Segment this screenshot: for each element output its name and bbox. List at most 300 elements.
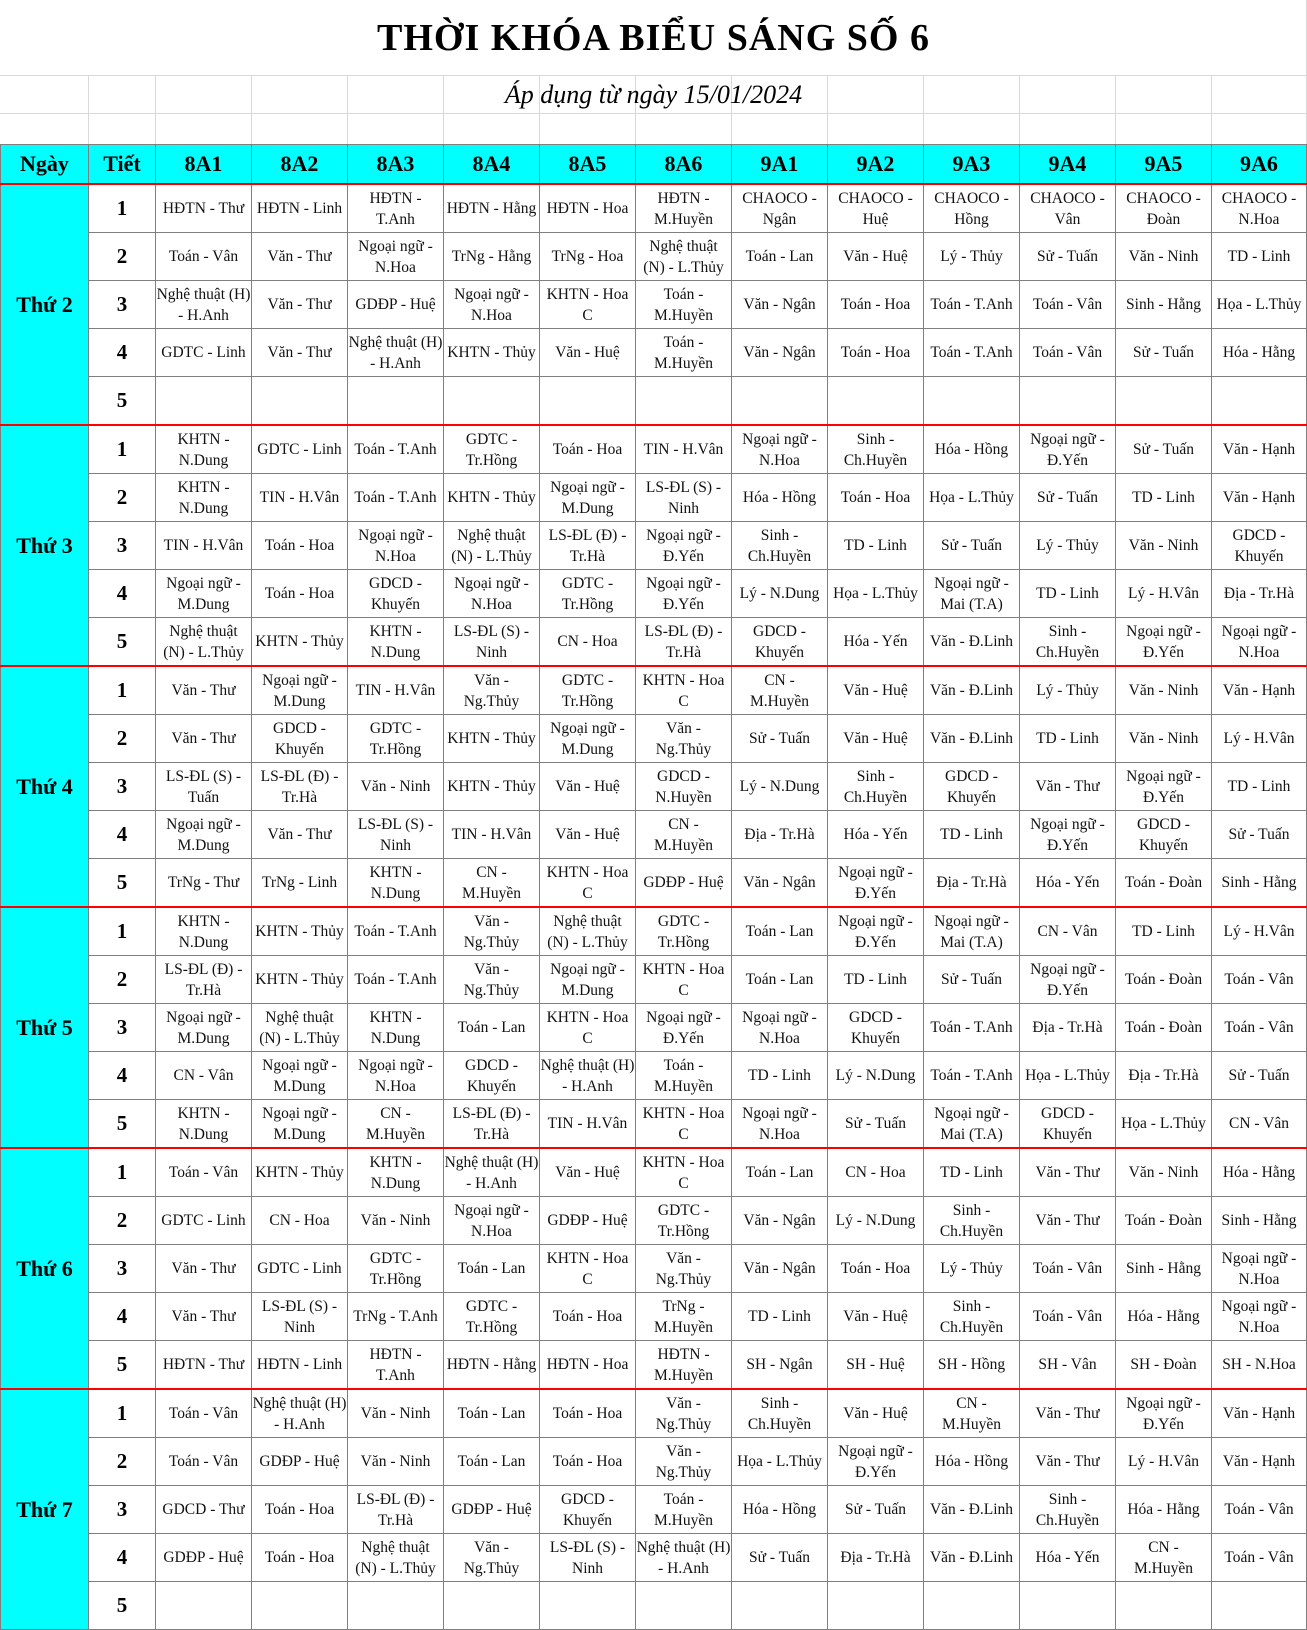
timetable-cell[interactable]: Ngoại ngữ - N.Hoa <box>732 1004 828 1052</box>
period-number[interactable]: 3 <box>89 281 156 329</box>
timetable-cell[interactable]: Toán - Lan <box>732 956 828 1004</box>
timetable-cell[interactable]: Toán - Đoàn <box>1116 1004 1212 1052</box>
timetable-cell[interactable]: KHTN - N.Dung <box>156 907 252 956</box>
timetable-cell[interactable]: Toán - T.Anh <box>348 907 444 956</box>
timetable-cell[interactable]: Văn - Đ.Linh <box>924 715 1020 763</box>
timetable-cell[interactable]: Ngoại ngữ - M.Dung <box>252 1052 348 1100</box>
timetable-cell[interactable] <box>1116 1582 1212 1630</box>
timetable-cell[interactable]: Sử - Tuấn <box>1212 1052 1307 1100</box>
timetable-cell[interactable]: Sử - Tuấn <box>828 1100 924 1149</box>
timetable-cell[interactable]: LS-ĐL (Đ) - Tr.Hà <box>156 956 252 1004</box>
timetable-cell[interactable]: Văn - Huệ <box>828 666 924 715</box>
timetable-cell[interactable]: HĐTN - Hoa <box>540 1341 636 1390</box>
timetable-cell[interactable]: Sinh - Hằng <box>1212 859 1307 908</box>
timetable-cell[interactable]: Văn - Đ.Linh <box>924 1534 1020 1582</box>
timetable-cell[interactable]: Toán - Vân <box>1020 281 1116 329</box>
timetable-cell[interactable]: GDCD - Khuyến <box>1020 1100 1116 1149</box>
timetable-cell[interactable]: Lý - Thủy <box>924 233 1020 281</box>
timetable-cell[interactable]: Toán - Lan <box>732 1148 828 1197</box>
timetable-cell[interactable]: Toán - Vân <box>156 1389 252 1438</box>
timetable-cell[interactable]: Lý - Thủy <box>924 1245 1020 1293</box>
timetable-cell[interactable]: Sử - Tuấn <box>1116 329 1212 377</box>
timetable-cell[interactable]: HĐTN - M.Huyền <box>636 184 732 233</box>
timetable-cell[interactable]: Nghệ thuật (H) - H.Anh <box>636 1534 732 1582</box>
timetable-cell[interactable]: Nghệ thuật (N) - L.Thủy <box>444 522 540 570</box>
timetable-cell[interactable]: GDTC - Linh <box>252 425 348 474</box>
timetable-cell[interactable]: Ngoại ngữ - Đ.Yến <box>828 907 924 956</box>
timetable-cell[interactable]: KHTN - Hoa C <box>540 1245 636 1293</box>
timetable-cell[interactable]: GDTC - Tr.Hồng <box>444 1293 540 1341</box>
timetable-cell[interactable]: Sử - Tuấn <box>924 522 1020 570</box>
timetable-cell[interactable]: Ngoại ngữ - M.Dung <box>156 1004 252 1052</box>
period-number[interactable]: 2 <box>89 474 156 522</box>
timetable-cell[interactable]: LS-ĐL (Đ) - Tr.Hà <box>636 618 732 667</box>
timetable-cell[interactable]: Toán - Đoàn <box>1116 859 1212 908</box>
timetable-cell[interactable]: Văn - Huệ <box>828 715 924 763</box>
day-label[interactable]: Thứ 5 <box>1 907 89 1148</box>
timetable-cell[interactable]: Văn - Hạnh <box>1212 666 1307 715</box>
timetable-cell[interactable]: KHTN - Hoa C <box>636 1148 732 1197</box>
timetable-cell[interactable]: Ngoại ngữ - Đ.Yến <box>1020 956 1116 1004</box>
day-label[interactable]: Thứ 7 <box>1 1389 89 1630</box>
timetable-cell[interactable]: Toán - Hoa <box>828 1245 924 1293</box>
timetable-cell[interactable]: Sử - Tuấn <box>1212 811 1307 859</box>
timetable-cell[interactable]: GDTC - Tr.Hồng <box>540 666 636 715</box>
timetable-cell[interactable]: TIN - H.Vân <box>540 1100 636 1149</box>
period-number[interactable]: 1 <box>89 1389 156 1438</box>
timetable-cell[interactable] <box>636 377 732 426</box>
timetable-cell[interactable]: SH - Hồng <box>924 1341 1020 1390</box>
timetable-cell[interactable]: Văn - Ng.Thủy <box>636 1245 732 1293</box>
timetable-cell[interactable]: Hóa - Yến <box>1020 859 1116 908</box>
timetable-cell[interactable]: Ngoại ngữ - N.Hoa <box>444 281 540 329</box>
timetable-cell[interactable]: KHTN - Hoa C <box>540 859 636 908</box>
timetable-cell[interactable]: Toán - Vân <box>156 1438 252 1486</box>
timetable-cell[interactable]: CN - Vân <box>1020 907 1116 956</box>
timetable-cell[interactable]: KHTN - N.Dung <box>156 1100 252 1149</box>
timetable-cell[interactable]: LS-ĐL (S) - Ninh <box>636 474 732 522</box>
period-number[interactable]: 1 <box>89 184 156 233</box>
timetable-cell[interactable]: TD - Linh <box>924 811 1020 859</box>
timetable-cell[interactable]: Sinh - Ch.Huyền <box>924 1197 1020 1245</box>
period-number[interactable]: 1 <box>89 1148 156 1197</box>
timetable-cell[interactable]: Toán - Đoàn <box>1116 956 1212 1004</box>
period-number[interactable]: 5 <box>89 618 156 667</box>
timetable-cell[interactable]: Văn - Thư <box>156 1245 252 1293</box>
timetable-cell[interactable]: KHTN - Hoa C <box>636 956 732 1004</box>
timetable-cell[interactable]: Ngoại ngữ - Đ.Yến <box>828 1438 924 1486</box>
timetable-cell[interactable]: Ngoại ngữ - M.Dung <box>252 1100 348 1149</box>
period-number[interactable]: 3 <box>89 1486 156 1534</box>
timetable-cell[interactable]: Nghệ thuật (H) - H.Anh <box>156 281 252 329</box>
timetable-cell[interactable]: Toán - Đoàn <box>1116 1197 1212 1245</box>
timetable-cell[interactable]: Sinh - Ch.Huyền <box>828 425 924 474</box>
timetable-cell[interactable]: KHTN - N.Dung <box>348 1148 444 1197</box>
timetable-cell[interactable]: CN - Hoa <box>252 1197 348 1245</box>
timetable-cell[interactable]: CN - M.Huyền <box>348 1100 444 1149</box>
timetable-cell[interactable]: Sử - Tuấn <box>1116 425 1212 474</box>
timetable-cell[interactable]: TIN - H.Vân <box>444 811 540 859</box>
timetable-cell[interactable]: Lý - Thủy <box>1020 522 1116 570</box>
timetable-cell[interactable]: Ngoại ngữ - Đ.Yến <box>636 570 732 618</box>
timetable-cell[interactable] <box>828 377 924 426</box>
timetable-cell[interactable]: TIN - H.Vân <box>252 474 348 522</box>
timetable-cell[interactable]: TIN - H.Vân <box>348 666 444 715</box>
timetable-cell[interactable]: KHTN - N.Dung <box>348 859 444 908</box>
timetable-cell[interactable]: Toán - M.Huyền <box>636 1486 732 1534</box>
timetable-cell[interactable]: LS-ĐL (Đ) - Tr.Hà <box>444 1100 540 1149</box>
period-number[interactable]: 2 <box>89 956 156 1004</box>
timetable-cell[interactable]: Toán - Vân <box>156 1148 252 1197</box>
timetable-cell[interactable]: Văn - Ng.Thủy <box>636 1389 732 1438</box>
timetable-cell[interactable]: Nghệ thuật (N) - L.Thủy <box>636 233 732 281</box>
timetable-cell[interactable]: GDTC - Tr.Hồng <box>540 570 636 618</box>
timetable-cell[interactable]: KHTN - Hoa C <box>540 1004 636 1052</box>
timetable-cell[interactable]: GDCD - N.Huyền <box>636 763 732 811</box>
timetable-cell[interactable]: SH - Đoàn <box>1116 1341 1212 1390</box>
timetable-cell[interactable]: Nghệ thuật (H) - H.Anh <box>444 1148 540 1197</box>
timetable-cell[interactable]: Hóa - Hồng <box>732 1486 828 1534</box>
timetable-cell[interactable]: LS-ĐL (S) - Ninh <box>540 1534 636 1582</box>
timetable-cell[interactable]: Họa - L.Thủy <box>924 474 1020 522</box>
timetable-cell[interactable]: TD - Linh <box>732 1293 828 1341</box>
timetable-cell[interactable]: KHTN - Hoa C <box>636 1100 732 1149</box>
period-number[interactable]: 3 <box>89 763 156 811</box>
timetable-cell[interactable]: Văn - Hạnh <box>1212 1389 1307 1438</box>
timetable-cell[interactable]: Địa - Tr.Hà <box>828 1534 924 1582</box>
timetable-cell[interactable]: TD - Linh <box>828 956 924 1004</box>
timetable-cell[interactable]: LS-ĐL (S) - Ninh <box>348 811 444 859</box>
timetable-cell[interactable]: HĐTN - Linh <box>252 1341 348 1390</box>
timetable-cell[interactable]: Lý - H.Vân <box>1212 907 1307 956</box>
timetable-cell[interactable]: HĐTN - Hằng <box>444 1341 540 1390</box>
timetable-cell[interactable]: Họa - L.Thủy <box>1116 1100 1212 1149</box>
timetable-cell[interactable]: Ngoại ngữ - M.Dung <box>540 474 636 522</box>
timetable-cell[interactable]: Văn - Ng.Thủy <box>444 666 540 715</box>
timetable-cell[interactable]: Hóa - Yến <box>828 811 924 859</box>
timetable-cell[interactable]: Toán - M.Huyền <box>636 281 732 329</box>
timetable-cell[interactable]: SH - Vân <box>1020 1341 1116 1390</box>
timetable-cell[interactable]: Sinh - Ch.Huyền <box>732 522 828 570</box>
period-number[interactable]: 4 <box>89 570 156 618</box>
timetable-cell[interactable]: CN - M.Huyền <box>636 811 732 859</box>
timetable-cell[interactable]: Toán - T.Anh <box>924 281 1020 329</box>
timetable-cell[interactable]: Văn - Ngân <box>732 329 828 377</box>
timetable-cell[interactable]: GDCD - Khuyến <box>732 618 828 667</box>
period-number[interactable]: 4 <box>89 1293 156 1341</box>
period-number[interactable]: 1 <box>89 425 156 474</box>
timetable-cell[interactable]: Văn - Ninh <box>348 1389 444 1438</box>
timetable-cell[interactable]: Ngoại ngữ - Đ.Yến <box>636 1004 732 1052</box>
timetable-cell[interactable]: Họa - L.Thủy <box>1212 281 1307 329</box>
timetable-cell[interactable]: Ngoại ngữ - Đ.Yến <box>636 522 732 570</box>
timetable-cell[interactable]: Địa - Tr.Hà <box>732 811 828 859</box>
timetable-cell[interactable]: Văn - Huệ <box>540 811 636 859</box>
period-number[interactable]: 4 <box>89 329 156 377</box>
timetable-cell[interactable]: Họa - L.Thủy <box>1020 1052 1116 1100</box>
timetable-cell[interactable]: TrNg - T.Anh <box>348 1293 444 1341</box>
period-number[interactable]: 3 <box>89 1245 156 1293</box>
timetable-cell[interactable]: TD - Linh <box>828 522 924 570</box>
timetable-cell[interactable]: Văn - Ngân <box>732 281 828 329</box>
timetable-cell[interactable] <box>828 1582 924 1630</box>
timetable-cell[interactable]: Văn - Ngân <box>732 859 828 908</box>
timetable-cell[interactable]: Nghệ thuật (H) - H.Anh <box>348 329 444 377</box>
timetable-cell[interactable]: Văn - Đ.Linh <box>924 1486 1020 1534</box>
timetable-cell[interactable]: Văn - Ninh <box>1116 715 1212 763</box>
timetable-cell[interactable]: GDTC - Tr.Hồng <box>636 907 732 956</box>
timetable-cell[interactable]: GDĐP - Huệ <box>156 1534 252 1582</box>
timetable-cell[interactable] <box>1020 1582 1116 1630</box>
timetable-cell[interactable]: Văn - Thư <box>252 281 348 329</box>
timetable-cell[interactable]: Toán - Hoa <box>540 1438 636 1486</box>
timetable-cell[interactable]: Ngoại ngữ - Đ.Yến <box>1020 425 1116 474</box>
timetable-cell[interactable]: TrNg - Thư <box>156 859 252 908</box>
timetable-cell[interactable]: KHTN - Hoa C <box>540 281 636 329</box>
timetable-cell[interactable]: GDCD - Khuyến <box>252 715 348 763</box>
timetable-cell[interactable]: Toán - Lan <box>444 1389 540 1438</box>
timetable-cell[interactable]: CHAOCO - Hồng <box>924 184 1020 233</box>
timetable-cell[interactable]: Địa - Tr.Hà <box>1212 570 1307 618</box>
timetable-cell[interactable]: Lý - H.Vân <box>1116 1438 1212 1486</box>
timetable-cell[interactable]: Ngoại ngữ - Mai (T.A) <box>924 1100 1020 1149</box>
timetable-cell[interactable]: Ngoại ngữ - M.Dung <box>156 811 252 859</box>
timetable-cell[interactable]: Ngoại ngữ - Đ.Yến <box>1116 618 1212 667</box>
timetable-cell[interactable] <box>1116 377 1212 426</box>
timetable-cell[interactable]: Văn - Thư <box>252 811 348 859</box>
timetable-cell[interactable]: Ngoại ngữ - N.Hoa <box>348 1052 444 1100</box>
timetable-cell[interactable]: TrNg - Hằng <box>444 233 540 281</box>
timetable-cell[interactable]: Toán - Lan <box>444 1004 540 1052</box>
timetable-cell[interactable]: Văn - Thư <box>156 1293 252 1341</box>
timetable-cell[interactable]: KHTN - N.Dung <box>156 474 252 522</box>
timetable-cell[interactable]: Văn - Ng.Thủy <box>636 715 732 763</box>
timetable-cell[interactable]: HĐTN - Thư <box>156 1341 252 1390</box>
period-number[interactable]: 2 <box>89 233 156 281</box>
timetable-cell[interactable]: Sử - Tuấn <box>924 956 1020 1004</box>
timetable-cell[interactable]: Văn - Thư <box>1020 1389 1116 1438</box>
timetable-cell[interactable]: GDTC - Linh <box>156 329 252 377</box>
period-number[interactable]: 5 <box>89 1582 156 1630</box>
timetable-cell[interactable]: Hóa - Hằng <box>1212 1148 1307 1197</box>
timetable-cell[interactable]: Nghệ thuật (N) - L.Thủy <box>252 1004 348 1052</box>
timetable-cell[interactable]: Lý - Thủy <box>1020 666 1116 715</box>
timetable-cell[interactable] <box>924 1582 1020 1630</box>
timetable-cell[interactable]: Sinh - Hằng <box>1116 1245 1212 1293</box>
period-number[interactable]: 2 <box>89 1197 156 1245</box>
timetable-cell[interactable]: TIN - H.Vân <box>636 425 732 474</box>
timetable-cell[interactable] <box>732 1582 828 1630</box>
timetable-cell[interactable]: CHAOCO - Ngân <box>732 184 828 233</box>
timetable-cell[interactable]: Toán - T.Anh <box>924 329 1020 377</box>
timetable-cell[interactable]: Toán - Vân <box>1020 329 1116 377</box>
timetable-cell[interactable] <box>732 377 828 426</box>
timetable-cell[interactable] <box>636 1582 732 1630</box>
timetable-cell[interactable]: Toán - Vân <box>1212 1534 1307 1582</box>
timetable-cell[interactable] <box>540 377 636 426</box>
timetable-cell[interactable]: Ngoại ngữ - N.Hoa <box>444 570 540 618</box>
timetable-cell[interactable]: Văn - Đ.Linh <box>924 618 1020 667</box>
timetable-cell[interactable]: GDĐP - Huệ <box>540 1197 636 1245</box>
timetable-cell[interactable]: Văn - Thư <box>1020 1148 1116 1197</box>
timetable-cell[interactable]: LS-ĐL (S) - Ninh <box>252 1293 348 1341</box>
timetable-cell[interactable]: Nghệ thuật (H) - H.Anh <box>540 1052 636 1100</box>
timetable-cell[interactable]: Ngoại ngữ - Đ.Yến <box>1020 811 1116 859</box>
timetable-cell[interactable]: Văn - Thư <box>252 329 348 377</box>
period-number[interactable]: 1 <box>89 666 156 715</box>
timetable-cell[interactable]: Toán - Lan <box>444 1438 540 1486</box>
timetable-cell[interactable]: Sinh - Ch.Huyền <box>924 1293 1020 1341</box>
timetable-cell[interactable]: Ngoại ngữ - N.Hoa <box>732 1100 828 1149</box>
period-number[interactable]: 5 <box>89 1341 156 1390</box>
timetable-cell[interactable] <box>252 377 348 426</box>
timetable-cell[interactable]: Toán - Hoa <box>540 1293 636 1341</box>
timetable-cell[interactable]: Ngoại ngữ - Mai (T.A) <box>924 570 1020 618</box>
timetable-cell[interactable]: HĐTN - Hoa <box>540 184 636 233</box>
period-number[interactable]: 5 <box>89 377 156 426</box>
timetable-cell[interactable]: Văn - Thư <box>156 715 252 763</box>
timetable-cell[interactable]: Sử - Tuấn <box>732 715 828 763</box>
timetable-cell[interactable]: Toán - Vân <box>1212 956 1307 1004</box>
timetable-cell[interactable]: GDCD - Khuyến <box>444 1052 540 1100</box>
timetable-cell[interactable]: Sinh - Ch.Huyền <box>1020 1486 1116 1534</box>
timetable-cell[interactable]: Văn - Huệ <box>540 1148 636 1197</box>
timetable-cell[interactable]: KHTN - Thủy <box>444 474 540 522</box>
period-number[interactable]: 1 <box>89 907 156 956</box>
timetable-cell[interactable]: GDCD - Khuyến <box>348 570 444 618</box>
timetable-cell[interactable]: TD - Linh <box>1020 715 1116 763</box>
timetable-cell[interactable]: Toán - Lan <box>732 233 828 281</box>
timetable-cell[interactable]: Văn - Ninh <box>348 1197 444 1245</box>
timetable-cell[interactable]: Văn - Huệ <box>540 329 636 377</box>
timetable-cell[interactable]: Văn - Ninh <box>1116 666 1212 715</box>
day-label[interactable]: Thứ 2 <box>1 184 89 425</box>
timetable-cell[interactable]: Toán - Lan <box>732 907 828 956</box>
period-number[interactable]: 4 <box>89 1534 156 1582</box>
timetable-cell[interactable]: CN - M.Huyền <box>1116 1534 1212 1582</box>
timetable-cell[interactable]: CN - Hoa <box>540 618 636 667</box>
timetable-cell[interactable]: Toán - Vân <box>1212 1004 1307 1052</box>
timetable-cell[interactable]: Toán - M.Huyền <box>636 1052 732 1100</box>
timetable-cell[interactable]: Toán - Hoa <box>540 1389 636 1438</box>
timetable-cell[interactable]: CN - M.Huyền <box>444 859 540 908</box>
timetable-cell[interactable]: Hóa - Hồng <box>924 425 1020 474</box>
timetable-cell[interactable]: SH - N.Hoa <box>1212 1341 1307 1390</box>
timetable-cell[interactable]: TrNg - Linh <box>252 859 348 908</box>
timetable-cell[interactable] <box>444 377 540 426</box>
timetable-cell[interactable]: Toán - Hoa <box>540 425 636 474</box>
timetable-cell[interactable]: KHTN - N.Dung <box>156 425 252 474</box>
timetable-cell[interactable]: CN - M.Huyền <box>924 1389 1020 1438</box>
timetable-cell[interactable] <box>444 1582 540 1630</box>
timetable-cell[interactable]: Toán - Vân <box>156 233 252 281</box>
timetable-cell[interactable]: CN - Vân <box>1212 1100 1307 1149</box>
timetable-cell[interactable]: Văn - Ninh <box>348 763 444 811</box>
timetable-cell[interactable]: Văn - Huệ <box>540 763 636 811</box>
timetable-cell[interactable]: Toán - Vân <box>1020 1293 1116 1341</box>
timetable-cell[interactable]: Nghệ thuật (N) - L.Thủy <box>156 618 252 667</box>
timetable-cell[interactable]: Ngoại ngữ - Đ.Yến <box>1116 1389 1212 1438</box>
timetable-cell[interactable]: Hóa - Hằng <box>1116 1486 1212 1534</box>
timetable-cell[interactable]: Văn - Thư <box>156 666 252 715</box>
timetable-cell[interactable]: GDTC - Linh <box>156 1197 252 1245</box>
timetable-cell[interactable]: Văn - Hạnh <box>1212 1438 1307 1486</box>
timetable-cell[interactable]: Lý - N.Dung <box>828 1197 924 1245</box>
timetable-cell[interactable]: Toán - Hoa <box>252 570 348 618</box>
timetable-cell[interactable]: TrNg - M.Huyền <box>636 1293 732 1341</box>
timetable-cell[interactable]: Ngoại ngữ - N.Hoa <box>1212 618 1307 667</box>
timetable-cell[interactable]: GDCD - Khuyến <box>828 1004 924 1052</box>
timetable-cell[interactable]: Sử - Tuấn <box>1020 474 1116 522</box>
timetable-cell[interactable]: Hóa - Yến <box>828 618 924 667</box>
timetable-cell[interactable]: Sử - Tuấn <box>1020 233 1116 281</box>
timetable-cell[interactable]: Ngoại ngữ - N.Hoa <box>348 522 444 570</box>
timetable-cell[interactable] <box>348 377 444 426</box>
timetable-cell[interactable]: Sinh - Ch.Huyền <box>1020 618 1116 667</box>
timetable-cell[interactable]: Lý - H.Vân <box>1116 570 1212 618</box>
day-label[interactable]: Thứ 6 <box>1 1148 89 1389</box>
period-number[interactable]: 4 <box>89 1052 156 1100</box>
timetable-cell[interactable]: Lý - N.Dung <box>828 1052 924 1100</box>
period-number[interactable]: 3 <box>89 1004 156 1052</box>
timetable-cell[interactable]: CN - Vân <box>156 1052 252 1100</box>
timetable-cell[interactable]: Toán - Hoa <box>252 1534 348 1582</box>
timetable-cell[interactable]: HĐTN - M.Huyền <box>636 1341 732 1390</box>
timetable-cell[interactable]: Họa - L.Thủy <box>732 1438 828 1486</box>
timetable-cell[interactable]: HĐTN - T.Anh <box>348 184 444 233</box>
timetable-cell[interactable]: Văn - Thư <box>1020 1438 1116 1486</box>
timetable-cell[interactable]: Toán - T.Anh <box>348 474 444 522</box>
timetable-cell[interactable] <box>156 1582 252 1630</box>
timetable-cell[interactable]: KHTN - Thủy <box>252 956 348 1004</box>
timetable-cell[interactable]: CN - Hoa <box>828 1148 924 1197</box>
timetable-cell[interactable]: Ngoại ngữ - Đ.Yến <box>828 859 924 908</box>
timetable-cell[interactable]: Toán - T.Anh <box>924 1004 1020 1052</box>
period-number[interactable]: 5 <box>89 859 156 908</box>
timetable-cell[interactable] <box>924 377 1020 426</box>
timetable-cell[interactable]: KHTN - N.Dung <box>348 618 444 667</box>
period-number[interactable]: 2 <box>89 715 156 763</box>
timetable-cell[interactable]: GDTC - Tr.Hồng <box>348 1245 444 1293</box>
timetable-cell[interactable]: Văn - Thư <box>252 233 348 281</box>
timetable-cell[interactable]: TrNg - Hoa <box>540 233 636 281</box>
timetable-cell[interactable]: KHTN - Thủy <box>252 907 348 956</box>
timetable-cell[interactable]: GDĐP - Huệ <box>444 1486 540 1534</box>
period-number[interactable]: 3 <box>89 522 156 570</box>
timetable-cell[interactable]: Lý - N.Dung <box>732 763 828 811</box>
timetable-cell[interactable]: Ngoại ngữ - N.Hoa <box>1212 1293 1307 1341</box>
timetable-cell[interactable]: Văn - Huệ <box>828 1293 924 1341</box>
timetable-cell[interactable]: CHAOCO - Đoàn <box>1116 184 1212 233</box>
timetable-cell[interactable]: Toán - Hoa <box>828 474 924 522</box>
timetable-cell[interactable]: Văn - Hạnh <box>1212 474 1307 522</box>
timetable-cell[interactable]: CHAOCO - Huệ <box>828 184 924 233</box>
timetable-cell[interactable]: Họa - L.Thủy <box>828 570 924 618</box>
timetable-cell[interactable]: Toán - Hoa <box>828 329 924 377</box>
timetable-cell[interactable]: Văn - Ng.Thủy <box>444 907 540 956</box>
timetable-cell[interactable]: HĐTN - T.Anh <box>348 1341 444 1390</box>
timetable-cell[interactable]: Lý - H.Vân <box>1212 715 1307 763</box>
timetable-cell[interactable]: Ngoại ngữ - M.Dung <box>156 570 252 618</box>
timetable-cell[interactable]: HĐTN - Linh <box>252 184 348 233</box>
timetable-cell[interactable]: Địa - Tr.Hà <box>1020 1004 1116 1052</box>
timetable-cell[interactable]: Ngoại ngữ - Mai (T.A) <box>924 907 1020 956</box>
timetable-cell[interactable]: Hóa - Hồng <box>732 474 828 522</box>
timetable-cell[interactable]: Văn - Ninh <box>1116 1148 1212 1197</box>
timetable-cell[interactable]: Văn - Ninh <box>1116 233 1212 281</box>
timetable-cell[interactable]: Sử - Tuấn <box>828 1486 924 1534</box>
timetable-cell[interactable]: TD - Linh <box>1116 474 1212 522</box>
